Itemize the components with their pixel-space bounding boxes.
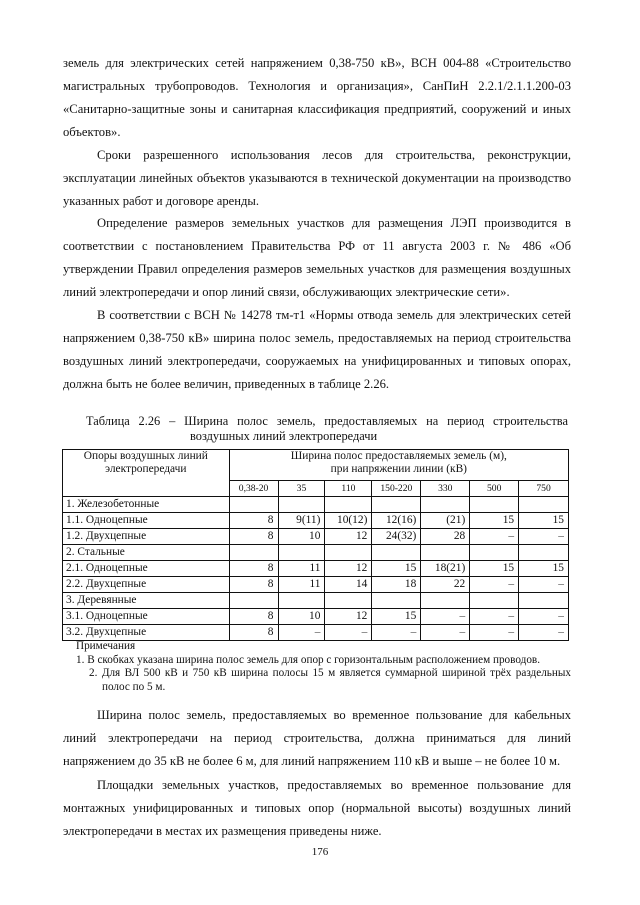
voltage-header: 750 xyxy=(519,481,569,497)
voltage-header: 330 xyxy=(421,481,470,497)
note-1: 1. В скобках указана ширина полос земель для опор с горизонтальным расположением проводов. xyxy=(76,653,540,666)
table-caption-line-2: воздушных линий электропередачи xyxy=(190,429,378,443)
notes-title: Примечания xyxy=(76,640,136,652)
table-cell: 8 xyxy=(229,577,278,593)
table-cell: – xyxy=(519,577,569,593)
table-cell: – xyxy=(470,529,519,545)
paragraph-forest-use-terms: Сроки разрешенного использования лесов для строительства, реконструкции, эксплуатации линейных объектов указываются в технической документации на производство указанных работ и договоре аренды. xyxy=(63,148,571,208)
table-cell: – xyxy=(372,625,421,641)
paragraph-plots: Площадки земельных участков, предоставляемых во временное пользование для монтажных унифицированных и типовых опор (нормальной высоты) воздушных линий электропередачи в местах их размещения приведены ниже. xyxy=(63,778,571,838)
paragraph-vsn-norms: В соответствии с ВСН № 14278 тм-т1 «Нормы отвода земель для электрических сетей напряжением 0,38-750 кВ» ширина полос земель, предоставляемых на период строительства воздушных линий электропередачи, сооружаемых на унифицированных и типовых опорах, должна быть не более величин, приведенных в таблице 2.26. xyxy=(63,308,571,391)
row-label: 2. Стальные xyxy=(63,545,230,561)
header-width-group xyxy=(229,450,568,481)
table-cell xyxy=(372,593,421,609)
table-cell: 15 xyxy=(372,561,421,577)
table-cell xyxy=(229,593,278,609)
table-cell: – xyxy=(325,625,372,641)
table-cell xyxy=(372,497,421,513)
table-cell: – xyxy=(470,625,519,641)
header-support-type xyxy=(63,450,230,497)
table-cell: 10 xyxy=(278,529,325,545)
table-cell xyxy=(278,593,325,609)
table-cell: 8 xyxy=(229,513,278,529)
section-row xyxy=(63,593,569,609)
table-row xyxy=(63,561,569,577)
table-cell: 15 xyxy=(519,561,569,577)
table-cell: 15 xyxy=(372,609,421,625)
table-cell: 24(32) xyxy=(372,529,421,545)
table-cell: 9(11) xyxy=(278,513,325,529)
table-cell xyxy=(470,593,519,609)
section-row xyxy=(63,545,569,561)
table-cell xyxy=(325,593,372,609)
voltage-header: 110 xyxy=(325,481,372,497)
table-cell: 15 xyxy=(470,561,519,577)
voltage-header: 0,38-20 xyxy=(229,481,278,497)
voltage-header: 35 xyxy=(278,481,325,497)
table-cell: 15 xyxy=(470,513,519,529)
table-cell xyxy=(421,497,470,513)
table-row xyxy=(63,609,569,625)
table-cell: – xyxy=(519,609,569,625)
table-cell: (21) xyxy=(421,513,470,529)
table-cell xyxy=(421,545,470,561)
page-number: 176 xyxy=(311,846,329,858)
voltage-header: 500 xyxy=(470,481,519,497)
row-label: 3.2. Двухцепные xyxy=(63,625,230,641)
table-cell xyxy=(421,593,470,609)
table-cell xyxy=(325,545,372,561)
header-width-group-line-1: Ширина полос предоставляемых земель (м), xyxy=(290,450,507,462)
table-cell xyxy=(519,545,569,561)
row-label: 2.2. Двухцепные xyxy=(63,577,230,593)
voltage-header: 150-220 xyxy=(372,481,421,497)
table-cell: 8 xyxy=(229,609,278,625)
table-cell: 12(16) xyxy=(372,513,421,529)
table-row xyxy=(63,529,569,545)
paragraph-land-plot-sizes: Определение размеров земельных участков для размещения ЛЭП производится в соответствии с постановлением Правительства РФ от 11 августа 2003 г. № 486 «Об утверждении Правил определения размеров земельных участков для размещения воздушных линий электропередачи и опор линий связи, обслуживающих электрические сети». xyxy=(63,216,571,299)
note-2: 2. Для ВЛ 500 кВ и 750 кВ ширина полосы 15 м является суммарной шириной трёх раздельных полос по 5 м. xyxy=(89,667,571,693)
table-cell: 18 xyxy=(372,577,421,593)
table-cell xyxy=(519,593,569,609)
table-cell: 11 xyxy=(278,561,325,577)
table-cell: 8 xyxy=(229,529,278,545)
table-cell: 12 xyxy=(325,561,372,577)
table-cell: 14 xyxy=(325,577,372,593)
table-caption-line-1: Таблица 2.26 – Ширина полос земель, предоставляемых на период строительства xyxy=(86,414,568,428)
table-cell xyxy=(229,497,278,513)
table-caption xyxy=(86,414,568,444)
paragraph-continued: земель для электрических сетей напряжением 0,38-750 кВ», ВСН 004-88 «Строительство магистральных трубопроводов. Технология и организация», СанПиН 2.2.1/2.1.1.200-03 «Санитарно-защитные зоны и санитарная классификация предприятий, сооружений и иных объектов». xyxy=(63,56,571,139)
row-label: 1.2. Двухцепные xyxy=(63,529,230,545)
table-cell: 10 xyxy=(278,609,325,625)
table-notes xyxy=(63,640,571,694)
table-cell: 11 xyxy=(278,577,325,593)
table-cell: 10(12) xyxy=(325,513,372,529)
table-cell: – xyxy=(519,529,569,545)
table-cell xyxy=(229,545,278,561)
table-cell: 15 xyxy=(519,513,569,529)
table-cell: 22 xyxy=(421,577,470,593)
table-cell xyxy=(470,545,519,561)
header-support-type-line-1: Опоры воздушных линий xyxy=(83,450,208,462)
row-label: 1. Железобетонные xyxy=(63,497,230,513)
land-width-table xyxy=(62,449,569,641)
table-cell xyxy=(325,497,372,513)
row-label: 1.1. Одноцепные xyxy=(63,513,230,529)
table-cell xyxy=(372,545,421,561)
table-cell: – xyxy=(421,625,470,641)
paragraph-cable-lines: Ширина полос земель, предоставляемых во временное пользование для кабельных линий электропередачи на период строительства, должна приниматься для линий напряжением до 35 кВ не более 6 м, для линий напряжением 110 кВ и выше – не более 10 м. xyxy=(63,708,571,768)
table-cell: 8 xyxy=(229,625,278,641)
table-cell: 8 xyxy=(229,561,278,577)
row-label: 3. Деревянные xyxy=(63,593,230,609)
table-row xyxy=(63,513,569,529)
table-row xyxy=(63,577,569,593)
header-support-type-line-2: электропередачи xyxy=(105,463,187,475)
header-width-group-line-2: при напряжении линии (кВ) xyxy=(330,463,467,475)
table-cell: – xyxy=(519,625,569,641)
table-cell xyxy=(278,497,325,513)
table-cell: 12 xyxy=(325,609,372,625)
table-cell: 18(21) xyxy=(421,561,470,577)
table-cell xyxy=(278,545,325,561)
table-cell xyxy=(519,497,569,513)
table-cell: 12 xyxy=(325,529,372,545)
section-row xyxy=(63,497,569,513)
table-cell: 28 xyxy=(421,529,470,545)
table-cell: – xyxy=(470,609,519,625)
table-cell: – xyxy=(278,625,325,641)
table-cell xyxy=(470,497,519,513)
table-cell: – xyxy=(470,577,519,593)
row-label: 3.1. Одноцепные xyxy=(63,609,230,625)
row-label: 2.1. Одноцепные xyxy=(63,561,230,577)
table-cell: – xyxy=(421,609,470,625)
table-row xyxy=(63,625,569,641)
